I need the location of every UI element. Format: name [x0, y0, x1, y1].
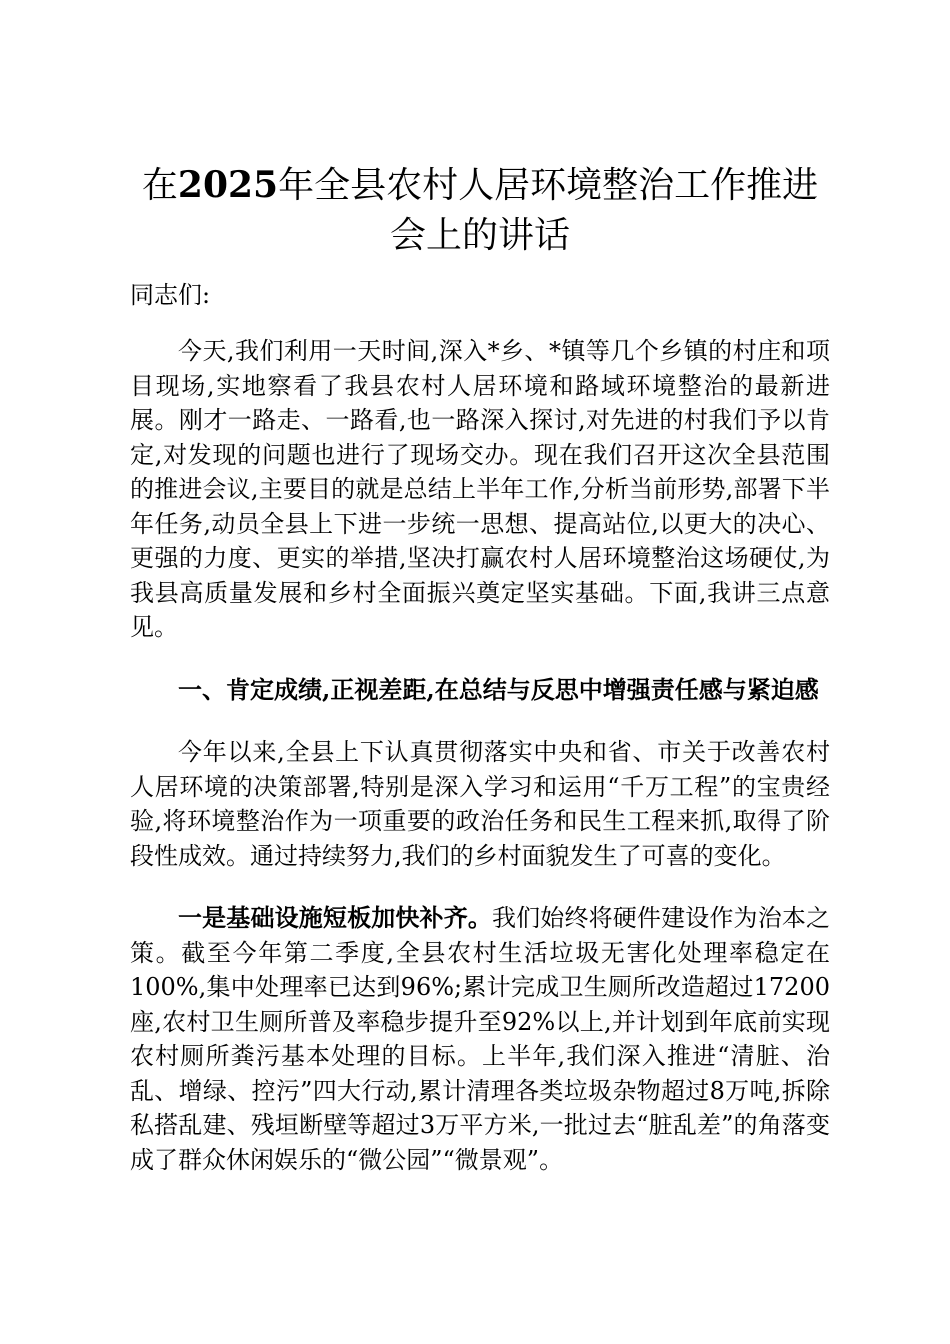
point-1-body: 我们始终将硬件建设作为治本之策。截至今年第二季度,全县农村生活垃圾无害化处理率稳定在100%,集中处理率已达到96%;累计完成卫生厕所改造超过17200座,农村卫生厕所普及率稳步提升至92%以上,并计划到年底前实现农村厕所粪污基本处理的目标。上半年,我们深入推进“清脏、治乱、增绿、控污”四大行动,累计清理各类垃圾杂物超过8万吨,拆除私搭乱建、残垣断壁等超过3万平方米,一批过去“脏乱差”的角落变成了群众休闲娱乐的“微公园”“微景观”。 [130, 904, 830, 1174]
point-1-paragraph [130, 901, 830, 1177]
document-title [130, 160, 830, 261]
title-rest: 年全县农村人居环境整治工作推进会上的讲话 [278, 165, 819, 256]
title-year: 2025 [177, 164, 279, 206]
title-prefix: 在 [141, 165, 178, 206]
section-heading-1: 一、肯定成绩,正视差距,在总结与反思中增强责任感与紧迫感 [178, 674, 819, 704]
section-1-paragraph: 今年以来,全县上下认真贯彻落实中央和省、市关于改善农村人居环境的决策部署,特别是深入学习和运用“千万工程”的宝贵经验,将环境整治作为一项重要的政治任务和民生工程来抓,取得了阶段性成效。通过持续努力,我们的乡村面貌发生了可喜的变化。 [130, 738, 830, 870]
document-page [130, 160, 830, 1205]
point-1-lead: 一是基础设施短板加快补齐。 [178, 903, 492, 932]
salutation: 同志们: [130, 281, 211, 309]
intro-paragraph: 今天,我们利用一天时间,深入*乡、*镇等几个乡镇的村庄和项目现场,实地察看了我县农村人居环境和路域环境整治的最新进展。刚才一路走、一路看,也一路深入探讨,对先进的村我们予以肯定,对发现的问题也进行了现场交办。现在我们召开这次全县范围的推进会议,主要目的就是总结上半年工作,分析当前形势,部署下半年任务,动员全县上下进一步统一思想、提高站位,以更大的决心、更强的力度、更实的举措,坚决打赢农村人居环境整治这场硬仗,为我县高质量发展和乡村全面振兴奠定坚实基础。下面,我讲三点意见。 [130, 337, 830, 641]
